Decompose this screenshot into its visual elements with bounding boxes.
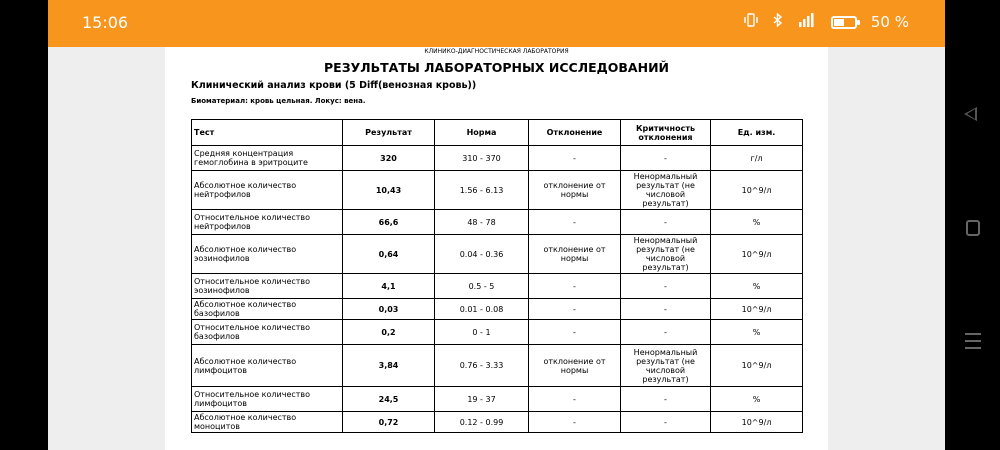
cell-unit: г/л xyxy=(711,146,803,171)
table-row xyxy=(192,412,803,433)
vibrate-icon xyxy=(743,13,759,31)
cell-deviation: - xyxy=(529,274,621,299)
cell-test: Относительное количество лимфоцитов xyxy=(192,387,343,412)
cell-test: Относительное количество нейтрофилов xyxy=(192,210,343,235)
cell-norm: 1.56 - 6.13 xyxy=(435,171,529,210)
cell-unit: % xyxy=(711,274,803,299)
table-row xyxy=(192,146,803,171)
battery-percent: 50 % xyxy=(870,13,909,31)
cell-deviation: - xyxy=(529,387,621,412)
results-body xyxy=(192,146,803,433)
cell-norm: 0 - 1 xyxy=(435,320,529,345)
cell-unit: 10^9/л xyxy=(711,299,803,320)
battery-icon xyxy=(831,16,857,29)
cell-test: Абсолютное количество базофилов xyxy=(192,299,343,320)
cell-test: Абсолютное количество лимфоцитов xyxy=(192,345,343,387)
cell-norm: 0.04 - 0.36 xyxy=(435,235,529,274)
cell-unit: % xyxy=(711,320,803,345)
clock: 15:06 xyxy=(82,13,129,32)
cell-result: 24,5 xyxy=(343,387,435,412)
cell-result: 0,03 xyxy=(343,299,435,320)
cell-deviation: - xyxy=(529,412,621,433)
cell-unit: 10^9/л xyxy=(711,171,803,210)
cell-result: 0,72 xyxy=(343,412,435,433)
table-row xyxy=(192,299,803,320)
cell-result: 0,64 xyxy=(343,235,435,274)
cell-deviation: - xyxy=(529,320,621,345)
cell-criticality: - xyxy=(621,387,711,412)
cell-test: Относительное количество эозинофилов xyxy=(192,274,343,299)
cell-criticality: - xyxy=(621,412,711,433)
battery-fill xyxy=(834,19,844,26)
cell-deviation: отклонение от нормы xyxy=(529,235,621,274)
table-header-row xyxy=(192,120,803,146)
table-row xyxy=(192,235,803,274)
analysis-title: Клинический анализ крови (5 Diff(венозная кровь)) xyxy=(191,80,477,91)
table-row xyxy=(192,320,803,345)
cell-test: Средняя концентрация гемоглобина в эритроците xyxy=(192,146,343,171)
cell-norm: 310 - 370 xyxy=(435,146,529,171)
cell-unit: % xyxy=(711,210,803,235)
home-icon[interactable] xyxy=(966,220,980,236)
cell-criticality: - xyxy=(621,210,711,235)
cell-unit: 10^9/л xyxy=(711,412,803,433)
cell-deviation: - xyxy=(529,299,621,320)
cell-criticality: Ненормальный результат (не числовой результат) xyxy=(621,345,711,387)
cell-unit: 10^9/л xyxy=(711,235,803,274)
cell-test: Абсолютное количество моноцитов xyxy=(192,412,343,433)
cell-criticality: - xyxy=(621,274,711,299)
cell-norm: 48 - 78 xyxy=(435,210,529,235)
header-result: Результат xyxy=(343,120,435,146)
cell-test: Относительное количество базофилов xyxy=(192,320,343,345)
table-row xyxy=(192,210,803,235)
table-row xyxy=(192,171,803,210)
document-page[interactable] xyxy=(165,47,828,450)
cell-result: 4,1 xyxy=(343,274,435,299)
cell-norm: 0.12 - 0.99 xyxy=(435,412,529,433)
cell-criticality: - xyxy=(621,320,711,345)
cell-deviation: отклонение от нормы xyxy=(529,345,621,387)
table-row xyxy=(192,387,803,412)
cell-result: 320 xyxy=(343,146,435,171)
back-icon[interactable] xyxy=(964,107,977,121)
cell-deviation: - xyxy=(529,146,621,171)
header-test: Тест xyxy=(192,120,343,146)
cell-criticality: - xyxy=(621,299,711,320)
table-row xyxy=(192,345,803,387)
recents-icon[interactable] xyxy=(965,333,981,354)
page-title: РЕЗУЛЬТАТЫ ЛАБОРАТОРНЫХ ИССЛЕДОВАНИЙ xyxy=(324,60,669,75)
header-criticality: Критичность отклонения xyxy=(621,120,711,146)
signal-icon xyxy=(797,13,817,31)
cell-unit: 10^9/л xyxy=(711,345,803,387)
cell-criticality: - xyxy=(621,146,711,171)
header-unit: Ед. изм. xyxy=(711,120,803,146)
cell-result: 66,6 xyxy=(343,210,435,235)
cell-norm: 0.5 - 5 xyxy=(435,274,529,299)
results-table xyxy=(191,119,803,433)
cell-criticality: Ненормальный результат (не числовой результат) xyxy=(621,235,711,274)
cell-result: 10,43 xyxy=(343,171,435,210)
cell-deviation: - xyxy=(529,210,621,235)
cell-unit: % xyxy=(711,387,803,412)
cell-norm: 19 - 37 xyxy=(435,387,529,412)
table-row xyxy=(192,274,803,299)
cell-result: 3,84 xyxy=(343,345,435,387)
header-norm: Норма xyxy=(435,120,529,146)
header-deviation: Отклонение xyxy=(529,120,621,146)
cell-test: Абсолютное количество нейтрофилов xyxy=(192,171,343,210)
cell-result: 0,2 xyxy=(343,320,435,345)
cell-norm: 0.01 - 0.08 xyxy=(435,299,529,320)
lab-name: КЛИНИКО-ДИАГНОСТИЧЕСКАЯ ЛАБОРАТОРИЯ xyxy=(424,48,569,55)
cell-norm: 0.76 - 3.33 xyxy=(435,345,529,387)
cell-deviation: отклонение от нормы xyxy=(529,171,621,210)
cell-test: Абсолютное количество эозинофилов xyxy=(192,235,343,274)
status-icons xyxy=(743,13,909,31)
biomaterial-info: Биоматериал: кровь цельная. Локус: вена. xyxy=(191,97,366,105)
status-bar xyxy=(48,0,945,47)
cell-criticality: Ненормальный результат (не числовой результат) xyxy=(621,171,711,210)
navigation-bar xyxy=(945,0,1000,450)
bluetooth-icon xyxy=(773,13,783,31)
